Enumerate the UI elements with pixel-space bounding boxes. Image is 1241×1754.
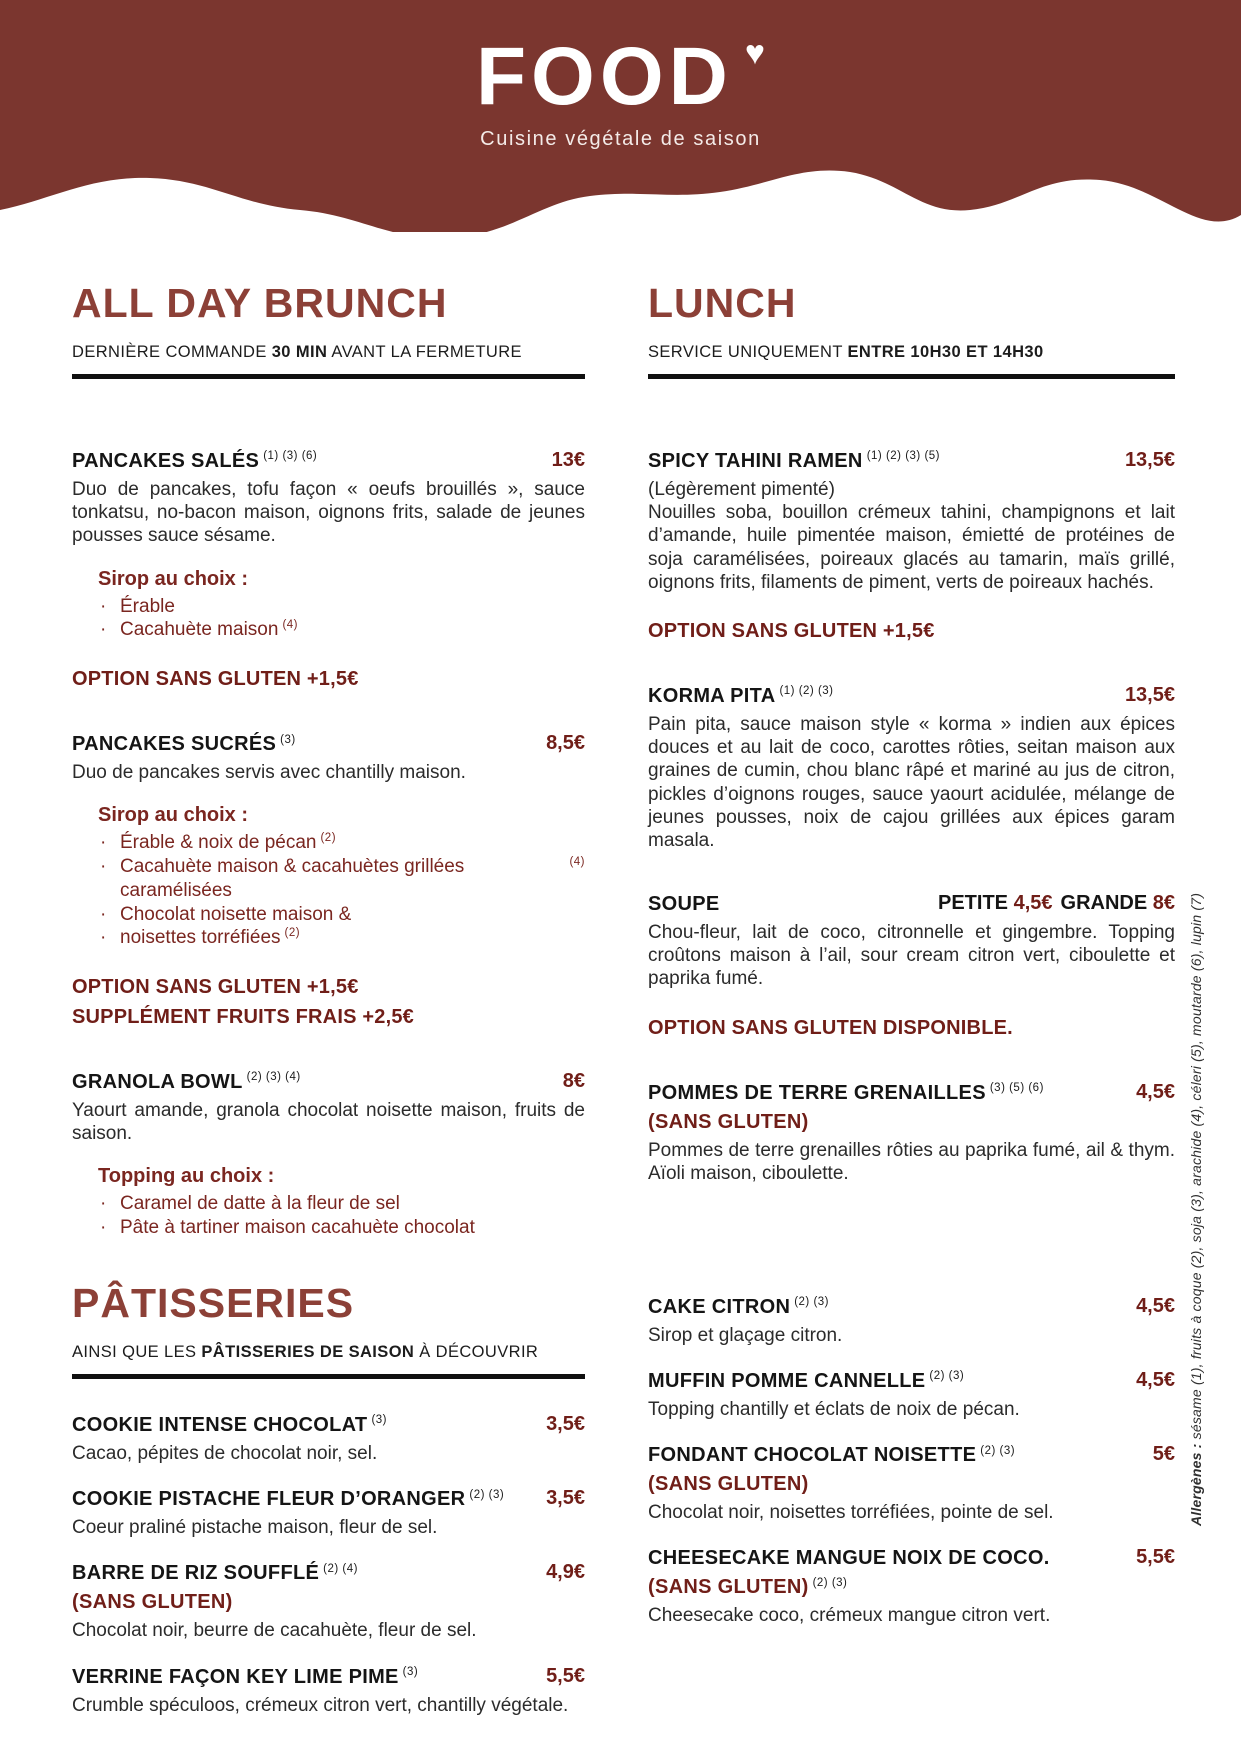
bullet-text: Cacahuète maison & cacahuètes grillées caramélisées [120,856,465,901]
bullet-ref: (2) [284,927,301,940]
menu-column-left [72,280,585,1739]
bullet-text: Chocolat noisette maison & [120,903,352,925]
header-subtitle: Cuisine végétale de saison [480,128,761,150]
item-refs: (3) [402,1665,419,1678]
item-refs: (2) (3) [929,1370,965,1383]
menu-item [72,1665,585,1717]
divider [72,374,585,379]
item-refs: (2) (3) [469,1488,505,1501]
note-text: À DÉCOUVRIR [414,1343,539,1362]
item-description: Cheesecake coco, crémeux mangue citron vert. [648,1605,1051,1627]
section-heading: ALL DAY BRUNCH [72,280,448,326]
item-description: Coeur praliné pistache maison, fleur de sel. [72,1517,438,1539]
item-refs: (2) (3) [980,1444,1016,1457]
note-text: ENTRE 10H30 ET 14H30 [847,343,1044,362]
option-line: OPTION SANS GLUTEN +1,5€ [648,620,935,642]
option-line: SUPPLÉMENT FRUITS FRAIS +2,5€ [72,1006,414,1029]
item-price: 5,5€ [546,1664,585,1687]
choices-label: Sirop au choix : [98,804,249,827]
title-row [0,31,1241,122]
menu-item [648,1369,1175,1421]
item-name-text: SOUPE [648,893,720,916]
item-price: 5€ [1152,1443,1175,1466]
menu-item [648,1295,1175,1347]
gluten-text: (SANS GLUTEN) [72,1591,233,1614]
choice-bullet [98,595,585,619]
item-description: Crumble spéculoos, crémeux citron vert, chantilly végétale. [72,1694,569,1716]
bullet-dot: · [100,927,107,949]
item-name [72,1487,504,1511]
item-description: Duo de pancakes servis avec chantilly maison. [72,762,466,784]
gluten-free-note [648,1575,1175,1600]
item-name-text: CHEESECAKE MANGUE NOIX DE COCO. [648,1547,1050,1570]
item-head [648,1443,1175,1467]
note-text: 30 MIN [271,343,328,362]
choices-block [98,1165,585,1240]
item-name-text: POMMES DE TERRE GRENAILLES [648,1081,986,1104]
item-refs: (1) (2) (3) (5) [866,450,940,463]
item-head [72,449,585,473]
item-price: 4,9€ [546,1561,585,1584]
item-name [648,684,834,708]
item-refs: (2) (3) [794,1296,829,1309]
menu-item [72,1487,585,1539]
menu-item [648,892,1175,1041]
menu-item [72,449,585,692]
item-head [72,1413,585,1437]
item-name [72,1561,358,1585]
divider [648,374,1175,379]
item-description: Pommes de terre grenailles rôties au paprika fumé, ail & thym. Aïoli maison, ciboulette. [648,1139,1175,1184]
divider [72,1374,585,1379]
gluten-free-note [648,1472,1175,1497]
item-head [648,1081,1175,1105]
item-name-text: COOKIE INTENSE CHOCOLAT [72,1414,368,1437]
item-description: Yaourt amande, granola chocolat noisette maison, fruits de saison. [72,1100,585,1145]
note-text: AVANT LA FERMETURE [327,343,522,362]
item-head [648,1295,1175,1319]
item-name-text: BARRE DE RIZ SOUFFLÉ [72,1562,320,1585]
item-refs: (2) (4) [323,1562,358,1575]
item-name [648,1443,1015,1467]
item-name [648,449,940,473]
item-description: Duo de pancakes, tofu façon « oeufs brouillés », sauce tonkatsu, no-bacon maison, oignons frits, salade de jeunes pousses sauce sésame. [72,479,585,547]
price-value: 8€ [1152,892,1175,915]
item-refs: (3) [280,733,296,746]
note-text: DERNIÈRE COMMANDE [72,343,272,362]
item-head [648,1369,1175,1393]
gluten-free-note [648,1110,1175,1135]
bullet-text: noisettes torréfiées [120,927,281,949]
item-name-text: PANCAKES SALÉS [72,450,260,473]
item-description: Sirop et glaçage citron. [648,1324,843,1346]
item-head [72,1070,585,1094]
menu-item [648,684,1175,852]
gluten-text: (SANS GLUTEN) [648,1473,809,1496]
section-heading: PÂTISSERIES [72,1279,355,1326]
item-name-text: VERRINE FAÇON KEY LIME PIME [72,1665,399,1688]
choice-bullet [98,831,585,855]
note-text: AINSI QUE LES [72,1343,202,1362]
item-name-text: PANCAKES SUCRÉS [72,733,277,756]
item-name-text: GRANOLA BOWL [72,1071,243,1094]
note-text: PÂTISSERIES DE SAISON [201,1343,415,1362]
price-size-label: PETITE [938,892,1014,915]
gluten-free-note [72,1590,585,1615]
item-name-text: FONDANT CHOCOLAT NOISETTE [648,1444,977,1467]
item-head [72,1561,585,1585]
choice-bullet [98,1192,585,1216]
choice-bullet [98,926,585,950]
item-refs: (1) (3) (6) [263,450,318,463]
section-note [648,343,1175,362]
item-name [648,1369,964,1393]
menu-item [648,1081,1175,1185]
note-text: SERVICE UNIQUEMENT [648,343,848,362]
item-description: Nouilles soba, bouillon crémeux tahini, champignons et lait d’amande, huile pimentée maison, émietté de protéines de soja caramélisées, poireaux glacés au tamarin, maïs grillé, oignons frits, filaments de piment, verts de poireaux hachés. [648,502,1175,593]
options-block [72,666,585,692]
choice-bullet [98,903,585,927]
choices-label: Sirop au choix : [98,567,249,590]
option-line: OPTION SANS GLUTEN +1,5€ [72,668,359,691]
item-name-text: MUFFIN POMME CANNELLE [648,1370,926,1393]
item-price: 3,5€ [546,1487,585,1510]
item-head [72,1487,585,1511]
heart-icon: ♥ [744,34,766,72]
item-description: Cacao, pépites de chocolat noir, sel. [72,1443,378,1465]
item-name [72,1665,418,1689]
item-head [72,732,585,756]
bullet-ref: (4) [282,619,298,632]
section-note [72,343,585,362]
section-heading: LUNCH [648,280,797,326]
bullet-text: Cacahuète maison [120,619,279,641]
header [0,0,1241,232]
item-price: 13€ [551,449,585,472]
gluten-text: (SANS GLUTEN) [648,1110,809,1133]
bullet-text: Pâte à tartiner maison cacahuète chocolat [120,1217,475,1239]
price-size-label: GRANDE [1060,892,1153,915]
bullet-dot: · [100,1217,107,1239]
item-head [648,1546,1175,1570]
item-tagline: (Légèrement pimenté) [648,479,835,501]
menu-item [72,1070,585,1240]
choices-label: Topping au choix : [98,1165,275,1188]
menu-section [72,1280,585,1717]
header-content [0,31,1241,151]
item-head [648,449,1175,473]
menu-item [648,449,1175,644]
item-refs: (3) (5) (6) [989,1081,1044,1094]
bullet-dot: · [100,856,107,878]
menu-column-right [648,280,1175,1739]
bullet-text: Érable & noix de pécan [120,832,317,854]
menu-section [648,280,1175,1185]
bullet-text: Érable [120,595,175,617]
item-head [648,892,1175,916]
options-block [648,618,1175,644]
choice-bullet [98,1216,585,1240]
restaurant-title: FOOD [475,31,733,122]
item-price [926,892,1175,915]
option-line: OPTION SANS GLUTEN +1,5€ [72,976,359,999]
item-name-text: COOKIE PISTACHE FLEUR D’ORANGER [72,1488,466,1511]
menu-item [72,732,585,1030]
item-price: 5,5€ [1136,1546,1175,1569]
bullet-dot: · [100,832,107,854]
menu-item [648,1443,1175,1524]
item-description: Pain pita, sauce maison style « korma » indien aux épices douces et au lait de coco, carottes rôties, seitan maison aux graines de cumin, chou blanc râpé et mariné au jus de citron, pickles d’oignons rouges, sauce yaourt acidulée, mélange de jeunes pousses, noix de cajou grillées aux épices garam masala. [648,714,1175,851]
option-line: OPTION SANS GLUTEN DISPONIBLE. [648,1016,1013,1039]
item-refs: (1) (2) (3) [779,685,834,698]
choice-bullet [98,618,585,642]
allergens-text: sésame (1), fruits à coque (2), soja (3), arachide (4), céleri (5), moutarde (6), lupin (7) [1188,892,1204,1444]
bullet-dot: · [100,903,107,925]
item-name-text: SPICY TAHINI RAMEN [648,450,863,473]
menu-item [72,1413,585,1465]
allergens-note [1188,893,1204,1526]
item-name [648,1295,829,1319]
item-price: 13,5€ [1124,449,1175,472]
item-price: 3,5€ [546,1413,585,1436]
item-name-text: KORMA PITA [648,685,776,707]
price-value: 4,5€ [1013,892,1053,915]
menu-item [648,1546,1175,1627]
menu-section [72,280,585,1240]
bullet-ref: (4) [569,856,585,869]
menu-item [72,1561,585,1642]
options-block [72,974,585,1030]
bullet-dot: · [100,595,107,617]
bullet-ref: (2) [320,832,337,845]
bullet-dot: · [100,619,107,641]
menu-section [648,1295,1175,1628]
item-name [648,1081,1044,1105]
item-name [72,1413,387,1437]
gluten-text: (SANS GLUTEN) [648,1576,809,1599]
item-price: 4,5€ [1136,1294,1175,1317]
section-note [72,1343,585,1362]
item-description: Chou-fleur, lait de coco, citronnelle et gingembre. Topping croûtons maison à l’ail, sour cream citron vert, ciboulette et paprika fumé. [648,922,1175,990]
item-name [648,892,720,916]
item-name-text: CAKE CITRON [648,1295,791,1318]
item-price: 4,5€ [1136,1369,1175,1392]
item-head [648,684,1175,708]
item-name [72,449,317,473]
item-name [72,1070,301,1094]
item-name [648,1546,1050,1570]
bullet-text: Caramel de datte à la fleur de sel [120,1193,400,1215]
allergens-label: Allergènes : [1188,1443,1204,1526]
bullet-dot: · [100,1193,107,1215]
options-block [648,1015,1175,1041]
item-price: 4,5€ [1136,1080,1175,1103]
item-description: Chocolat noir, noisettes torréfiées, pointe de sel. [648,1502,1054,1524]
item-description: Chocolat noir, beurre de cacahuète, fleur de sel. [72,1620,477,1642]
item-price: 13,5€ [1124,684,1175,706]
choice-bullet [98,855,585,903]
item-description: Topping chantilly et éclats de noix de pécan. [648,1399,1020,1421]
item-price: 8€ [562,1070,585,1093]
choices-block [98,804,585,950]
menu-columns [0,232,1241,1739]
item-refs: (3) [371,1414,387,1427]
gluten-refs: (2) (3) [812,1576,848,1589]
item-refs: (2) (3) (4) [246,1071,301,1084]
item-name [72,732,296,756]
choices-block [98,568,585,643]
item-head [72,1665,585,1689]
item-price: 8,5€ [546,732,585,755]
